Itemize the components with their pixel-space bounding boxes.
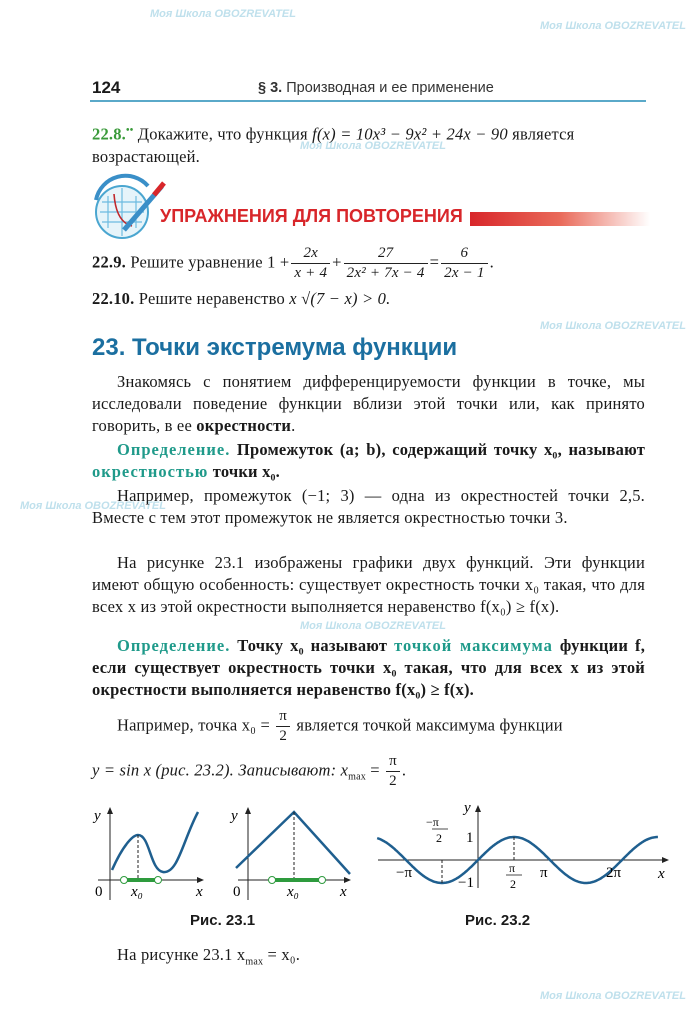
formula: = [429,252,440,272]
watermark: Моя Школа OBOZREVATEL [540,20,686,32]
numerator: 6 [441,244,487,264]
y-label: y [464,800,471,816]
term: точкой максимума [394,636,553,655]
open-endpoint [269,877,276,884]
section-number: § 3. [258,80,283,96]
x-label: x [196,884,203,900]
definition-neighborhood [92,439,645,483]
exercise-text: является возрастающей. [92,124,575,166]
page-number: 124 [92,78,121,97]
text: = x₀. [263,945,301,964]
watermark: Моя Школа OBOZREVATEL [300,140,446,152]
figure-caption: Рис. 23.1 [190,912,256,929]
text: функции f, если существует окрестность точки x₀ такая, что для всех x из этой окрестности выполняется неравенство f(x₀) ≥ f(x). [92,636,646,699]
definition-label: Определение. [117,636,231,655]
figures-paragraph: На рисунке 23.1 изображены графики двух функций. Эти функции имеют общую особенность: существует окрестность точки x₀ такая, что для всех x из этой окрестности выполняется неравенство f(x₀) ≥ f(x). [92,553,645,616]
formula: x √(7 − x) > 0. [289,289,391,308]
tick-minus-pi-half-den: 2 [436,831,442,845]
function-curve [236,812,350,874]
text: Например, точка x₀ = [117,715,275,735]
open-endpoint [121,877,128,884]
numerator: π [386,752,400,772]
function-curve [112,812,198,872]
figure-caption: Рис. 23.2 [465,912,531,929]
x-label: x [658,866,665,882]
exercise-22-8 [92,120,647,168]
figure-23-2 [370,800,670,890]
intro-paragraph [92,371,645,437]
text: Знакомясь с понятием дифференцируемости функции в точке, мы исследовали поведение функции вблизи этой точки или, как принято говорить, в ее [92,372,645,435]
denominator: x + 4 [294,265,328,281]
tick-minus-1: −1 [458,875,474,890]
difficulty-mark: •• [126,125,134,136]
text: y = sin x (рис. 23.2). Записывают: x [92,760,349,780]
y-label: y [94,808,101,824]
exercise-number: 22.10. [92,289,135,308]
fraction [386,752,400,791]
fraction [441,244,487,283]
origin-label: 0 [95,884,103,900]
numerator: 27 [344,244,428,264]
term: окрестностью [92,462,209,481]
exercise-text: Решите уравнение [130,252,263,272]
subscript: max [245,956,264,968]
text: = [365,760,385,780]
fraction [276,707,290,746]
text: Промежуток (a; b), содержащий точку x₀, называют [230,440,645,459]
tick-minus-pi-half-num: −π [426,815,439,829]
review-icon [88,172,168,242]
watermark: Моя Школа OBOZREVATEL [540,320,686,332]
text: . [291,416,296,435]
exercise-22-10 [92,288,390,310]
exercise-text: Решите неравенство [138,289,285,308]
watermark: Моя Школа OBOZREVATEL [540,990,686,1002]
text: точки x₀. [208,462,281,481]
figure-23-1 [88,800,358,910]
exercise-22-9 [92,244,494,283]
formula: 1 + [267,252,290,272]
text: Точку x₀ называют [230,636,395,655]
running-header [258,80,494,96]
example-paragraph: Например, промежуток (−1; 3) — одна из окрестностей точки 2,5. Вместе с тем этот промежуток не является окрестностью точки 3. [92,486,645,527]
x0-label: x₀ [131,884,143,900]
exercise-number: 22.9. [92,252,126,272]
sin-example-line: y = sin x (рис. 23.2). Записывают: $x_{max}$ = $\frac{\pi}{2}$ . [92,753,407,789]
example-max-line [117,707,563,746]
banner-bar [470,212,650,226]
exercise-text: Докажите, что функция [137,124,308,144]
text: является точкой максимума функции [292,715,563,735]
watermark: Моя Школа OBOZREVATEL [150,8,296,20]
x0-label: x₀ [287,884,299,900]
tick-pi-half-den: 2 [510,877,516,890]
closing-line [117,944,300,973]
tick-minus-pi: −π [396,865,413,881]
tick-2pi: 2π [606,865,622,881]
fraction [291,244,330,283]
fraction [344,244,428,283]
denominator: 2x² + 7x − 4 [346,265,425,281]
open-endpoint [319,877,326,884]
watermark: Моя Школа OBOZREVATEL [20,500,166,512]
watermark: Моя Школа OBOZREVATEL [300,620,446,632]
subscript: max [348,771,366,783]
x-label: x [340,884,347,900]
definition-maximum [92,635,645,701]
section-heading: 23. Точки экстремума функции [92,334,458,361]
denominator: 2x − 1 [444,265,485,281]
text: На рисунке 23.1 x [117,945,246,964]
definition-label: Определение. [117,440,231,459]
tick-1: 1 [466,830,474,846]
y-label: y [231,808,238,824]
header-divider [90,100,646,102]
term: окрестности [196,416,292,435]
tick-pi: π [540,865,548,881]
numerator: π [276,707,290,727]
section-title: Производная и ее применение [286,80,494,96]
denominator: 2 [389,773,397,789]
formula: + [332,252,342,272]
tick-pi-half-num: π [509,861,516,875]
origin-label: 0 [233,884,241,900]
formula: f(x) = 10x³ − 9x² + 24x − 90 [312,124,508,144]
denominator: 2 [279,728,288,744]
review-banner: УПРАЖНЕНИЯ ДЛЯ ПОВТОРЕНИЯ [160,206,463,226]
numerator: 2x [291,244,330,264]
formula: . [489,252,494,272]
exercise-number: 22.8. [92,124,126,144]
open-endpoint [155,877,162,884]
